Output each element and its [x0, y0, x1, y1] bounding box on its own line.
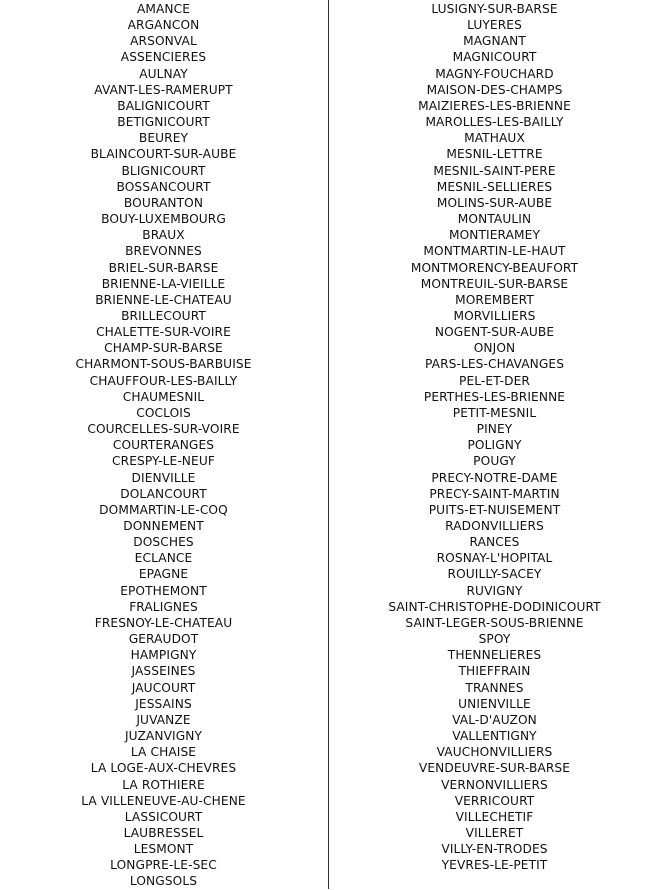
- commune-name: BEUREY: [138, 131, 189, 146]
- commune-name: DONNEMENT: [123, 519, 204, 533]
- commune-column-left: [0, 1, 327, 890]
- commune-name: MONTMORENCY-BEAUFORT: [410, 260, 579, 275]
- commune-name: CHARMONT-SOUS-BARBUISE: [75, 357, 252, 372]
- commune-name: UNIENVILLE: [458, 696, 531, 711]
- commune-name: PETIT-MESNIL: [452, 405, 537, 420]
- commune-name: MATHAUX: [464, 131, 525, 146]
- commune-name: DOLANCOURT: [120, 486, 207, 501]
- commune-name: PEL-ET-DER: [459, 373, 530, 388]
- commune-name: JASSEINES: [131, 664, 196, 679]
- commune-name: PARS-LES-CHAVANGES: [424, 357, 565, 372]
- commune-name: PINEY: [476, 422, 513, 437]
- commune-name: BOSSANCOURT: [116, 179, 211, 194]
- commune-name: JAUCOURT: [131, 680, 196, 695]
- commune-name: VILLY-EN-TRODES: [441, 842, 548, 857]
- commune-name: ARGANCON: [127, 18, 200, 33]
- commune-name: MAIZIERES-LES-BRIENNE: [418, 98, 571, 113]
- commune-name: VAUCHONVILLIERS: [436, 745, 553, 760]
- commune-name: THENNELIERES: [447, 648, 542, 663]
- commune-name: BRIEL-SUR-BARSE: [108, 260, 219, 275]
- commune-name: POLIGNY: [467, 438, 522, 453]
- commune-name: VILLECHETIF: [455, 809, 534, 824]
- commune-name: AMANCE: [136, 2, 191, 16]
- commune-name: ROUILLY-SACEY: [447, 567, 542, 582]
- commune-name: MONTMARTIN-LE-HAUT: [423, 244, 566, 259]
- commune-name: MONTAULIN: [457, 212, 532, 227]
- commune-name: MAROLLES-LES-BAILLY: [425, 115, 564, 130]
- commune-name: JESSAINS: [135, 696, 192, 711]
- commune-name: COCLOIS: [136, 405, 191, 420]
- commune-name: LAUBRESSEL: [123, 825, 204, 840]
- commune-name: HAMPIGNY: [130, 648, 197, 663]
- commune-name: MESNIL-SELLIERES: [436, 179, 553, 194]
- commune-name: MORVILLIERS: [453, 308, 536, 323]
- commune-name: VERNONVILLIERS: [441, 777, 548, 792]
- commune-column-right: [331, 1, 658, 873]
- commune-name: PERTHES-LES-BRIENNE: [423, 389, 566, 404]
- commune-name: AVANT-LES-RAMERUPT: [94, 82, 233, 97]
- commune-name: POUGY: [473, 454, 516, 469]
- column-divider: [328, 0, 329, 889]
- commune-name: DOMMARTIN-LE-COQ: [99, 502, 228, 517]
- commune-name: BLAINCOURT-SUR-AUBE: [90, 147, 237, 162]
- commune-name: BRIENNE-LE-CHATEAU: [95, 292, 232, 307]
- commune-name: MONTREUIL-SUR-BARSE: [420, 276, 569, 291]
- commune-name: DOSCHES: [133, 535, 194, 550]
- commune-name: VAL-D'AUZON: [452, 712, 537, 727]
- commune-name: MAGNY-FOUCHARD: [435, 66, 554, 81]
- commune-name: PRECY-NOTRE-DAME: [431, 470, 558, 485]
- commune-name: LA CHAISE: [130, 745, 197, 760]
- commune-name: PRECY-SAINT-MARTIN: [429, 486, 560, 501]
- commune-name: ASSENCIERES: [120, 50, 207, 65]
- commune-name: LA LOGE-AUX-CHEVRES: [90, 761, 237, 776]
- commune-name: THIEFFRAIN: [458, 664, 531, 679]
- commune-name: LESMONT: [133, 842, 194, 857]
- commune-name: NOGENT-SUR-AUBE: [434, 325, 555, 340]
- commune-name: AULNAY: [139, 66, 188, 81]
- commune-name: BRIENNE-LA-VIEILLE: [101, 276, 226, 291]
- commune-name: ONJON: [473, 341, 516, 356]
- commune-name: MESNIL-SAINT-PERE: [433, 163, 556, 178]
- commune-name: GERAUDOT: [128, 632, 199, 647]
- commune-name: JUZANVIGNY: [124, 729, 203, 744]
- commune-name: COURCELLES-SUR-VOIRE: [87, 422, 240, 437]
- commune-name: MOLINS-SUR-AUBE: [436, 195, 553, 210]
- commune-name: MAGNICOURT: [452, 50, 537, 65]
- commune-name: VENDEUVRE-SUR-BARSE: [418, 761, 571, 776]
- commune-name: VALLENTIGNY: [452, 729, 537, 744]
- commune-name: BREVONNES: [125, 244, 202, 259]
- commune-name: LONGSOLS: [129, 874, 198, 889]
- commune-name: BLIGNICOURT: [121, 163, 206, 178]
- commune-name: SPOY: [478, 632, 511, 647]
- commune-name: BOURANTON: [123, 195, 204, 210]
- commune-name: CHAUMESNIL: [122, 389, 205, 404]
- commune-name: EPOTHEMONT: [120, 583, 207, 598]
- commune-name: MONTIERAMEY: [448, 228, 541, 243]
- commune-name: LONGPRE-LE-SEC: [110, 858, 217, 873]
- commune-name: ARSONVAL: [130, 34, 197, 49]
- commune-name: RANCES: [469, 535, 520, 550]
- commune-name: RUVIGNY: [466, 583, 523, 598]
- commune-name: VERRICOURT: [454, 793, 535, 808]
- commune-name: MAGNANT: [463, 34, 526, 49]
- commune-name: LA VILLENEUVE-AU-CHENE: [81, 793, 246, 808]
- commune-name: CHALETTE-SUR-VOIRE: [96, 325, 231, 340]
- commune-name: CHAMP-SUR-BARSE: [104, 341, 223, 356]
- commune-name: LA ROTHIERE: [122, 777, 205, 792]
- commune-name: FRALIGNES: [129, 599, 198, 614]
- commune-name: ROSNAY-L'HOPITAL: [436, 551, 553, 566]
- commune-name: TRANNES: [465, 680, 524, 695]
- commune-name: BETIGNICOURT: [117, 115, 210, 130]
- commune-name: DIENVILLE: [131, 470, 196, 485]
- commune-name: VILLERET: [465, 825, 524, 840]
- commune-name: BALIGNICOURT: [117, 98, 210, 113]
- commune-name: LUYERES: [467, 18, 522, 33]
- commune-name: PUITS-ET-NUISEMENT: [428, 502, 561, 517]
- commune-name: COURTERANGES: [112, 438, 215, 453]
- commune-name: BOUY-LUXEMBOURG: [101, 212, 226, 227]
- commune-name: MAISON-DES-CHAMPS: [426, 82, 563, 97]
- commune-name: LUSIGNY-SUR-BARSE: [431, 2, 558, 16]
- commune-name: CRESPY-LE-NEUF: [112, 454, 215, 469]
- commune-name: SAINT-LEGER-SOUS-BRIENNE: [405, 615, 584, 630]
- commune-name: BRAUX: [142, 228, 185, 243]
- commune-name: EPAGNE: [138, 567, 189, 582]
- commune-name: RADONVILLIERS: [445, 519, 544, 533]
- commune-name: BRILLECOURT: [121, 308, 206, 323]
- commune-name: MESNIL-LETTRE: [446, 147, 543, 162]
- commune-name: SAINT-CHRISTOPHE-DODINICOURT: [388, 599, 601, 614]
- commune-name: CHAUFFOUR-LES-BAILLY: [89, 373, 238, 388]
- commune-name: ECLANCE: [134, 551, 193, 566]
- commune-name: FRESNOY-LE-CHATEAU: [94, 615, 233, 630]
- commune-name: YEVRES-LE-PETIT: [441, 858, 548, 873]
- commune-name: LASSICOURT: [124, 809, 203, 824]
- commune-name: MOREMBERT: [455, 292, 534, 307]
- commune-name: JUVANZE: [136, 712, 191, 727]
